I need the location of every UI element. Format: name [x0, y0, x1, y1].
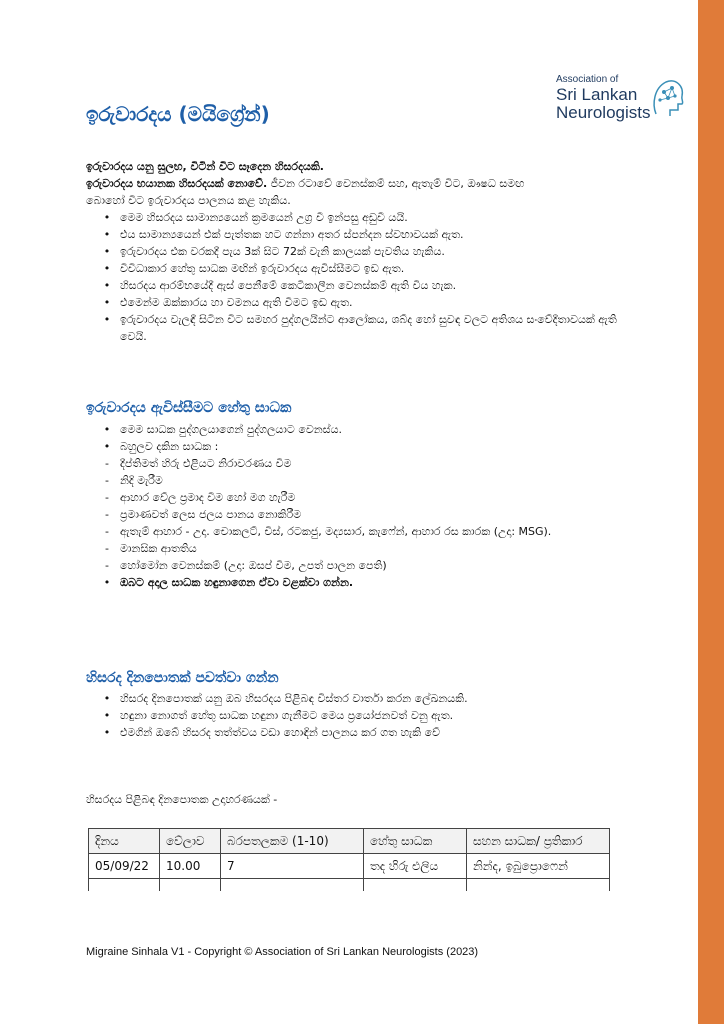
list-item-text: ඇතැම් ආහාර - උදා. චොකලට්, චීස්, රටකජු, මද්‍යසාර, කැෆේන්, ආහාර රස කාරක (උදා: MSG). — [120, 525, 552, 538]
triggers-list — [86, 421, 646, 591]
list-item — [86, 574, 646, 591]
list-marker: - — [105, 474, 109, 487]
list-item: • මෙම හිසරදය සාමාන්‍යයෙන් ක්‍රමයෙන් උග්‍ර වී ඉන්පසු අඩුවී යයි. — [103, 211, 408, 224]
table-cell: නින්ද, ඉබුප්‍රොෆෙන් — [467, 854, 610, 879]
list-marker: - — [105, 491, 109, 504]
list-item-text: දීප්තිමත් හිරු එළියට නිරාවරණය වීම — [120, 457, 292, 470]
list-item: • එමගින් ඔබේ හිසරද තත්ත්වය වඩා හොඳින් පාලනය කර ගත හැකි වේ — [103, 726, 441, 739]
table-header-cell: දිනය — [89, 829, 160, 854]
table-header-row — [89, 829, 610, 854]
logo-text — [556, 74, 651, 122]
table-header-cell: බරපතලකම (1-10) — [221, 829, 364, 854]
table-cell: 05/09/22 — [89, 854, 160, 879]
list-item — [86, 540, 646, 557]
list-item: • ඉරුවාරදය වැලඳී සිටින විට සමහර පුද්ගලයින්ට ආලෝකය, ශබ්ද හෝ සුවඳ වලට අතිශය සංවේදීතාවයක් ඇති වෙයි. — [103, 313, 617, 343]
list-item — [86, 472, 646, 489]
table-header-cell: සහන සාධක/ ප්‍රතිකාර — [467, 829, 610, 854]
list-marker: • — [103, 423, 111, 436]
table-row — [89, 854, 610, 879]
list-item-text: හිසරදය ආරම්භයේදී ඇස් පෙනීමේ කෙටිකාලීන වෙනස්කම් ඇති විය හැක. — [120, 279, 457, 292]
table-header-cell: හේතු සාධක — [364, 829, 467, 854]
headache-diary-table — [88, 828, 610, 891]
list-item: • විවිධාකාර හේතු සාධක මඟින් ඉරුවාරදය ඇවිස්සීමට ඉඩ ඇත. — [103, 262, 405, 275]
list-item: • හිසරද දිනපොතක් යනු ඔබ හිසරදය පිළිබඳ විස්තර වාර්තා කරන ලේඛනයකි. — [103, 692, 468, 705]
table-cell: 10.00 — [160, 854, 221, 879]
list-item-text: නිදි මැරීම — [120, 474, 163, 487]
list-marker: - — [105, 457, 109, 470]
list-item — [86, 506, 646, 523]
example-label: හිසරදය පිළිබඳ දිනපොතක උදාහරණයක් - — [86, 793, 278, 806]
list-marker: • — [103, 576, 111, 589]
intro-line-1: ඉරුවාරදය යනු සුලභ, විටින් විට සෑදෙන හිසරදයකි. — [86, 160, 324, 173]
intro-line-2-bold: ඉරුවාරදය භයානක හිසරදයක් නොවේ. — [86, 177, 268, 190]
list-item-text: ඉරුවාරදය එක වරකදී පැය 3ක් සිට 72ක් වැනි කාලයක් පැවතිය හැකිය. — [120, 245, 445, 258]
list-item — [86, 523, 646, 540]
diary-bullet-list — [86, 690, 646, 741]
list-item-text: ඔබට අදාල සාධක හඳුනාගෙන ඒවා වළක්වා ගන්න. — [120, 576, 354, 589]
list-marker: • — [103, 440, 111, 453]
logo-line-3: Neurologists — [556, 103, 651, 122]
triggers-heading: ඉරුවාරදය ඇවිස්සීමට හේතු සාධක — [86, 400, 292, 416]
intro-line-3: බොහෝ විට ඉරුවාරදය පාලනය කළ හැකිය. — [86, 194, 291, 207]
list-item-text: ඉරුවාරදය වැලඳී සිටින විට සමහර පුද්ගලයින්ට ආලෝකය, ශබ්ද හෝ සුවඳ වලට අතිශය සංවේදීතාවයක් ඇති වෙයි. — [120, 313, 617, 343]
list-marker: - — [105, 559, 109, 572]
list-item-text: ප්‍රමාණවත් ලෙස ජලය පානය නොකිරීම — [120, 508, 302, 521]
list-item: • හඳුනා නොගත් හේතු සාධක හඳුනා ගැනීමට මෙය ප්‍රයෝජනවත් වනු ඇත. — [103, 709, 454, 722]
list-item-text: එය සාමාන්‍යයෙන් එක් පැත්තක හට ගන්නා අතර ස්පන්දන ස්වභාවයක් ඇත. — [120, 228, 464, 241]
table-header-cell: වේලාව — [160, 829, 221, 854]
list-marker: - — [105, 525, 109, 538]
intro-paragraph — [86, 158, 646, 209]
list-item: • එමෙන්ම ඔක්කාරය හා වමනය ඇති වීමට ඉඩ ඇත. — [103, 296, 353, 309]
diary-heading: හිසරද දිනපොතක් පවත්වා ගන්න — [86, 670, 279, 686]
intro-bullet-list — [86, 209, 646, 345]
list-item: • එය සාමාන්‍යයෙන් එක් පැත්තක හට ගන්නා අතර ස්පන්දන ස්වභාවයක් ඇත. — [103, 228, 464, 241]
list-item-text: බහුලව දකින සාධක : — [120, 440, 219, 453]
table-cell: තද හිරු එලිය — [364, 854, 467, 879]
list-marker: - — [105, 508, 109, 521]
list-item — [86, 489, 646, 506]
table-cell: 7 — [221, 854, 364, 879]
list-item: • හිසරදය ආරම්භයේදී ඇස් පෙනීමේ කෙටිකාලීන වෙනස්කම් ඇති විය හැක. — [103, 279, 457, 292]
list-item-text: හෝමෝන වෙනස්කම් (උදා: ඔසප් වීම, උපත් පාලන පෙති) — [120, 559, 387, 572]
logo-line-1: Association of — [556, 74, 619, 85]
list-item: • ඉරුවාරදය එක වරකදී පැය 3ක් සිට 72ක් වැනි කාලයක් පැවතිය හැකිය. — [103, 245, 445, 258]
list-marker: - — [105, 542, 109, 555]
list-item — [86, 421, 646, 438]
list-item-text: මෙම හිසරදය සාමාන්‍යයෙන් ක්‍රමයෙන් උග්‍ර වී ඉන්පසු අඩුවී යයි. — [120, 211, 408, 224]
list-item-text: මෙම සාධක පුද්ගලයාගෙන් පුද්ගලයාට වෙනස්ය. — [120, 423, 342, 436]
page-title: ඉරුවාරදය (මයිග්‍රේන්) — [86, 102, 270, 126]
list-item — [86, 438, 646, 455]
accent-bar — [698, 0, 724, 1024]
brain-head-icon — [648, 74, 688, 122]
intro-line-2-rest: ජීවන රටාවේ වෙනස්කම් සහ, ඇතැම් විට, ඖෂධ සමඟ — [267, 177, 525, 190]
organization-logo — [556, 74, 696, 130]
list-item-text: විවිධාකාර හේතු සාධක මඟින් ඉරුවාරදය ඇවිස්සීමට ඉඩ ඇත. — [120, 262, 405, 275]
logo-line-2: Sri Lankan — [556, 85, 638, 104]
list-item — [86, 455, 646, 472]
list-item — [86, 557, 646, 574]
footer-copyright: Migraine Sinhala V1 - Copyright © Association of Sri Lankan Neurologists (2023) — [86, 946, 479, 958]
list-item-text: හිසරද දිනපොතක් යනු ඔබ හිසරදය පිළිබඳ විස්තර වාර්තා කරන ලේඛනයකි. — [120, 692, 468, 705]
intro-line-2 — [86, 175, 646, 192]
list-item-text: මානසික ආතතිය — [120, 542, 197, 555]
table-row-empty — [89, 879, 610, 892]
list-item-text: හඳුනා නොගත් හේතු සාධක හඳුනා ගැනීමට මෙය ප්‍රයෝජනවත් වනු ඇත. — [120, 709, 454, 722]
list-item-text: ආහාර වේල ප්‍රමාද වීම හෝ මග හැරීම — [120, 491, 296, 504]
list-item-text: එමෙන්ම ඔක්කාරය හා වමනය ඇති වීමට ඉඩ ඇත. — [120, 296, 353, 309]
list-item-text: එමගින් ඔබේ හිසරද තත්ත්වය වඩා හොඳින් පාලනය කර ගත හැකි වේ — [120, 726, 441, 739]
